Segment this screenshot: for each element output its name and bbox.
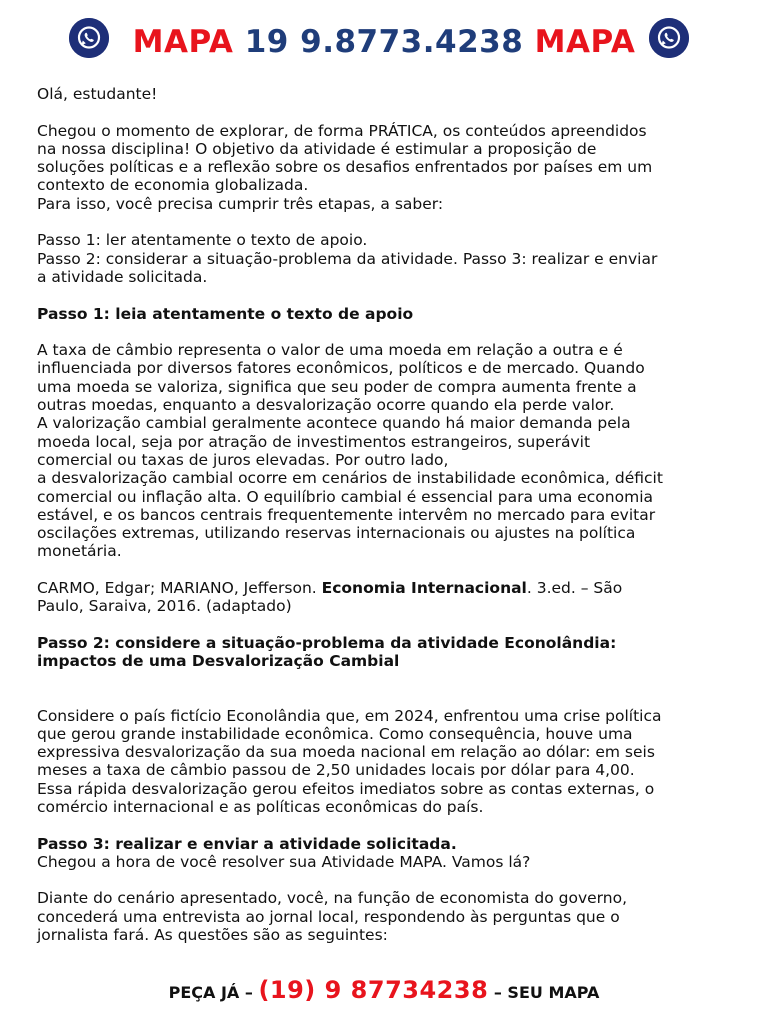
- step2-line: Essa rápida desvalorização gerou efeitos imediatos sobre as contas externas, o: [37, 779, 655, 798]
- step3-line: jornalista fará. As questões são as seguintes:: [37, 926, 388, 945]
- step2-line: meses a taxa de câmbio passou de 2,50 unidades locais por dólar para 4,00.: [37, 761, 635, 780]
- intro-line: contexto de economia globalizada.: [37, 176, 309, 195]
- step1-line: oscilações extremas, utilizando reservas internacionais ou ajustes na política: [37, 524, 636, 543]
- step2-heading: impactos de uma Desvalorização Cambial: [37, 652, 400, 671]
- step1-line: a desvalorização cambial ocorre em cenários de instabilidade econômica, déficit: [37, 469, 663, 488]
- footer-phone[interactable]: (19) 9 87734238: [258, 976, 489, 1004]
- step3-line: Diante do cenário apresentado, você, na função de economista do governo,: [37, 889, 628, 908]
- step2-line: comércio internacional e as políticas econômicas do país.: [37, 797, 484, 816]
- header-right-word: MAPA: [534, 24, 636, 60]
- step1-line: A taxa de câmbio representa o valor de uma moeda em relação a outra e é: [37, 341, 623, 360]
- footer-suffix: – SEU MAPA: [488, 983, 600, 1002]
- steps-line: a atividade solicitada.: [37, 267, 208, 286]
- step1-line: moeda local, seja por atração de investimentos estrangeiros, superávit: [37, 432, 591, 451]
- document-body: [37, 85, 737, 944]
- reference-title: Economia Internacional: [321, 579, 527, 598]
- step1-line: estável, e os bancos centrais frequentemente intervêm no mercado para evitar: [37, 505, 656, 524]
- step3-heading: Passo 3: realizar e enviar a atividade solicitada.: [37, 834, 457, 853]
- footer-prefix: PEÇA JÁ –: [168, 983, 259, 1002]
- intro-line: soluções políticas e a reflexão sobre os desafios enfrentados por países em um: [37, 158, 653, 177]
- step1-heading: Passo 1: leia atentamente o texto de apoio: [37, 304, 414, 323]
- intro-line: Chegou o momento de explorar, de forma PRÁTICA, os conteúdos apreendidos: [37, 121, 647, 140]
- step2-line: que gerou grande instabilidade econômica. Como consequência, houve uma: [37, 724, 633, 743]
- steps-line: Passo 2: considerar a situação-problema da atividade. Passo 3: realizar e enviar: [37, 249, 658, 268]
- step1-line: uma moeda se valoriza, significa que seu poder de compra aumenta frente a: [37, 377, 637, 396]
- step1-line: influenciada por diversos fatores econômicos, políticos e de mercado. Quando: [37, 359, 645, 378]
- step1-line: comercial ou taxas de juros elevadas. Por outro lado,: [37, 450, 449, 469]
- footer-banner: [0, 976, 768, 1004]
- intro-line: Para isso, você precisa cumprir três etapas, a saber:: [37, 194, 444, 213]
- header-left-word: MAPA: [132, 24, 234, 60]
- header-phone: 19 9.8773.4238: [244, 24, 524, 60]
- step3-line: concederá uma entrevista ao jornal local, respondendo às perguntas que o: [37, 907, 620, 926]
- greeting: Olá, estudante!: [37, 85, 158, 103]
- step2-line: Considere o país fictício Econolândia que, em 2024, enfrentou uma crise política: [37, 706, 662, 725]
- step1-line: monetária.: [37, 542, 122, 561]
- step3-line: Chegou a hora de você resolver sua Atividade MAPA. Vamos lá?: [37, 852, 531, 871]
- step2-heading: Passo 2: considere a situação-problema da atividade Econolândia:: [37, 633, 617, 652]
- intro-line: na nossa disciplina! O objetivo da atividade é estimular a proposição de: [37, 139, 597, 158]
- reference-citation: [37, 579, 737, 597]
- step1-line: outras moedas, enquanto a desvalorização ocorre quando ela perde valor.: [37, 396, 615, 415]
- step2-line: expressiva desvalorização da sua moeda nacional em relação ao dólar: em seis: [37, 743, 655, 762]
- reference-publisher: Paulo, Saraiva, 2016. (adaptado): [37, 597, 292, 616]
- step1-line: A valorização cambial geralmente acontece quando há maior demanda pela: [37, 414, 631, 433]
- reference-authors: CARMO, Edgar; MARIANO, Jefferson.: [37, 579, 322, 598]
- page-header: [0, 14, 768, 66]
- step1-line: comercial ou inflação alta. O equilíbrio cambial é essencial para uma economia: [37, 487, 653, 506]
- steps-line: Passo 1: ler atentamente o texto de apoio.: [37, 231, 368, 250]
- whatsapp-icon[interactable]: [649, 18, 689, 58]
- reference-edition: . 3.ed. – São: [526, 579, 623, 598]
